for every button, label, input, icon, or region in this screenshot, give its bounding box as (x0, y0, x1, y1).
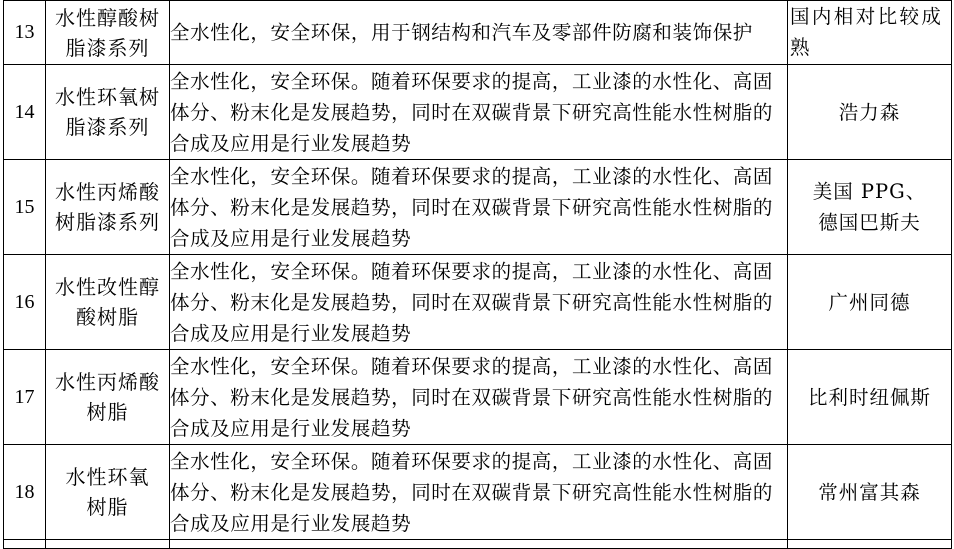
product-name-line: 树脂 (86, 400, 129, 424)
product-name (46, 1, 170, 65)
product-description: 全水性化，安全环保。随着环保要求的提高，工业漆的水性化、高固体分、粉末化是发展趋势，同时在双碳背景下研究高性能水性树脂的合成及应用是行业发展趋势 (170, 160, 788, 255)
product-name (46, 350, 170, 445)
product-name-line: 脂漆系列 (65, 115, 150, 139)
product-name-line: 酸树脂 (76, 305, 139, 329)
row-number: 13 (4, 1, 46, 65)
product-description: 全水性化，安全环保。随着环保要求的提高，工业漆的水性化、高固体分、粉末化是发展趋势，同时在双碳背景下研究高性能水性树脂的合成及应用是行业发展趋势 (170, 350, 788, 445)
product-name-line: 树脂漆系列 (55, 210, 160, 234)
product-name (46, 160, 170, 255)
row-number: 14 (4, 65, 46, 160)
vendor-name-line: 德国巴斯夫 (818, 211, 921, 234)
vendor-name (788, 255, 952, 350)
product-description: 全水性化，安全环保。随着环保要求的提高，工业漆的水性化、高固体分、粉末化是发展趋势，同时在双碳背景下研究高性能水性树脂的合成及应用是行业发展趋势 (170, 445, 788, 540)
vendor-name-line: 常州富其森 (818, 480, 921, 504)
table-row (4, 1, 952, 65)
vendor-name-line: 广州同德 (828, 290, 911, 314)
product-name (46, 255, 170, 350)
empty-cell (4, 540, 46, 549)
product-name-line: 水性醇酸树 (55, 5, 160, 30)
vendor-name-line: 比利时纽佩斯 (807, 385, 931, 409)
product-name (46, 65, 170, 160)
product-name-line: 水性环氧树 (55, 85, 160, 109)
product-name-line: 水性丙烯酸 (55, 370, 160, 394)
vendor-name (788, 160, 952, 255)
table-row (4, 160, 952, 255)
product-name-line: 树脂 (86, 495, 129, 519)
product-name-line: 脂漆系列 (65, 35, 150, 60)
table-row-partial (4, 540, 952, 549)
vendor-name (788, 65, 952, 160)
vendor-name-line: 美国 PPG、 (812, 180, 927, 203)
product-name-line: 水性丙烯酸 (55, 180, 160, 204)
vendor-name-line: 浩力森 (838, 100, 901, 124)
vendor-name (788, 445, 952, 540)
product-table (3, 0, 952, 549)
empty-cell (788, 540, 952, 549)
empty-cell (170, 540, 788, 549)
row-number: 18 (4, 445, 46, 540)
row-number: 17 (4, 350, 46, 445)
table-row (4, 350, 952, 445)
empty-cell (46, 540, 170, 549)
table-row (4, 65, 952, 160)
product-name-line: 水性改性醇 (55, 275, 160, 299)
product-description: 全水性化，安全环保。随着环保要求的提高，工业漆的水性化、高固体分、粉末化是发展趋势，同时在双碳背景下研究高性能水性树脂的合成及应用是行业发展趋势 (170, 255, 788, 350)
product-name-line: 水性环氧 (65, 465, 150, 489)
vendor-name: 国内相对比较成熟 (788, 1, 952, 65)
product-description: 全水性化，安全环保，用于钢结构和汽车及零部件防腐和装饰保护 (170, 1, 788, 65)
product-description: 全水性化，安全环保。随着环保要求的提高，工业漆的水性化、高固体分、粉末化是发展趋势，同时在双碳背景下研究高性能水性树脂的合成及应用是行业发展趋势 (170, 65, 788, 160)
table-row (4, 255, 952, 350)
product-name (46, 445, 170, 540)
row-number: 16 (4, 255, 46, 350)
vendor-name (788, 350, 952, 445)
table-row (4, 445, 952, 540)
row-number: 15 (4, 160, 46, 255)
